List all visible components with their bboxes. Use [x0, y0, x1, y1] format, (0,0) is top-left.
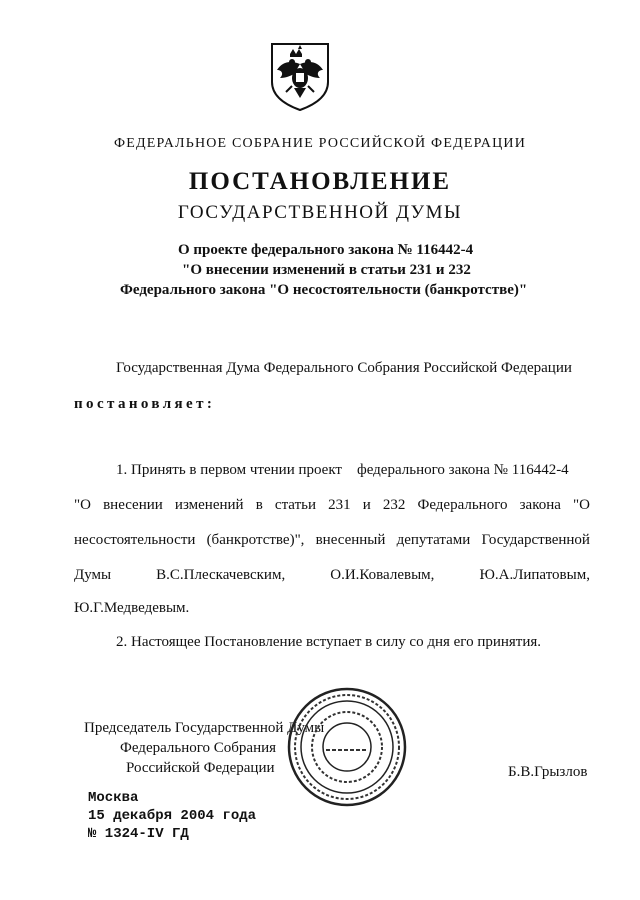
organization-name: ФЕДЕРАЛЬНОЕ СОБРАНИЕ РОССИЙСКОЙ ФЕДЕРАЦИИ [113, 136, 527, 151]
item1-line4 [74, 567, 590, 584]
item1-line1-left: 1. Принять в первом чтении проект [116, 462, 342, 478]
signatory-position-3: Российской Федерации [126, 760, 275, 776]
item1-line5: Ю.Г.Медведевым. [74, 600, 190, 616]
word: внесении [103, 497, 163, 513]
signatory-name: Б.В.Грызлов [508, 764, 588, 780]
word: В.С.Плескачевским, [156, 567, 286, 583]
item1-line1-right: федерального закона № 116442-4 [357, 462, 569, 478]
word: в [255, 497, 263, 513]
word: "О [573, 497, 590, 513]
date: 15 декабря 2004 года [88, 808, 257, 824]
preamble: Государственная Дума Федерального Собрания Российской Федерации [116, 360, 572, 376]
subject-line-3: Федерального закона "О несостоятельности (банкротстве)" [120, 282, 528, 298]
signatory-position-2: Федерального Собрания [120, 740, 277, 756]
word: Государственной [481, 532, 590, 548]
issuer: ГОСУДАРСТВЕННОЙ ДУМЫ [177, 202, 463, 223]
item1-line2 [74, 497, 590, 514]
word: изменений [174, 497, 244, 513]
coat-of-arms-icon [268, 40, 332, 112]
word: внесенный [315, 532, 386, 548]
item2: 2. Настоящее Постановление вступает в силу со дня его принятия. [116, 634, 542, 650]
word: (банкротстве)", [206, 532, 305, 548]
subject-line-2: "О внесении изменений в статьи 231 и 232 [182, 262, 471, 278]
word: и [362, 497, 371, 513]
subject-line-1: О проекте федерального закона № 116442-4 [178, 242, 474, 258]
signatory-position-1: Председатель Государственной Думы [84, 720, 325, 736]
word: депутатами [396, 532, 471, 548]
word: закона [519, 497, 561, 513]
word: Ю.А.Липатовым, [479, 567, 590, 583]
word: Думы [74, 567, 112, 583]
seal-stamp-icon [286, 686, 408, 808]
word: О.И.Ковалевым, [330, 567, 435, 583]
document-number: № 1324-IV ГД [88, 826, 189, 842]
item1-line3 [74, 532, 590, 549]
word: статьи [274, 497, 316, 513]
word: Федерального [417, 497, 508, 513]
word: 231 [328, 497, 351, 513]
resolves: постановляет: [74, 396, 216, 412]
document-type: ПОСТАНОВЛЕНИЕ [188, 168, 452, 195]
word: несостоятельности [74, 532, 196, 548]
city: Москва [88, 790, 139, 806]
word: "О [74, 497, 91, 513]
word: 232 [382, 497, 406, 513]
